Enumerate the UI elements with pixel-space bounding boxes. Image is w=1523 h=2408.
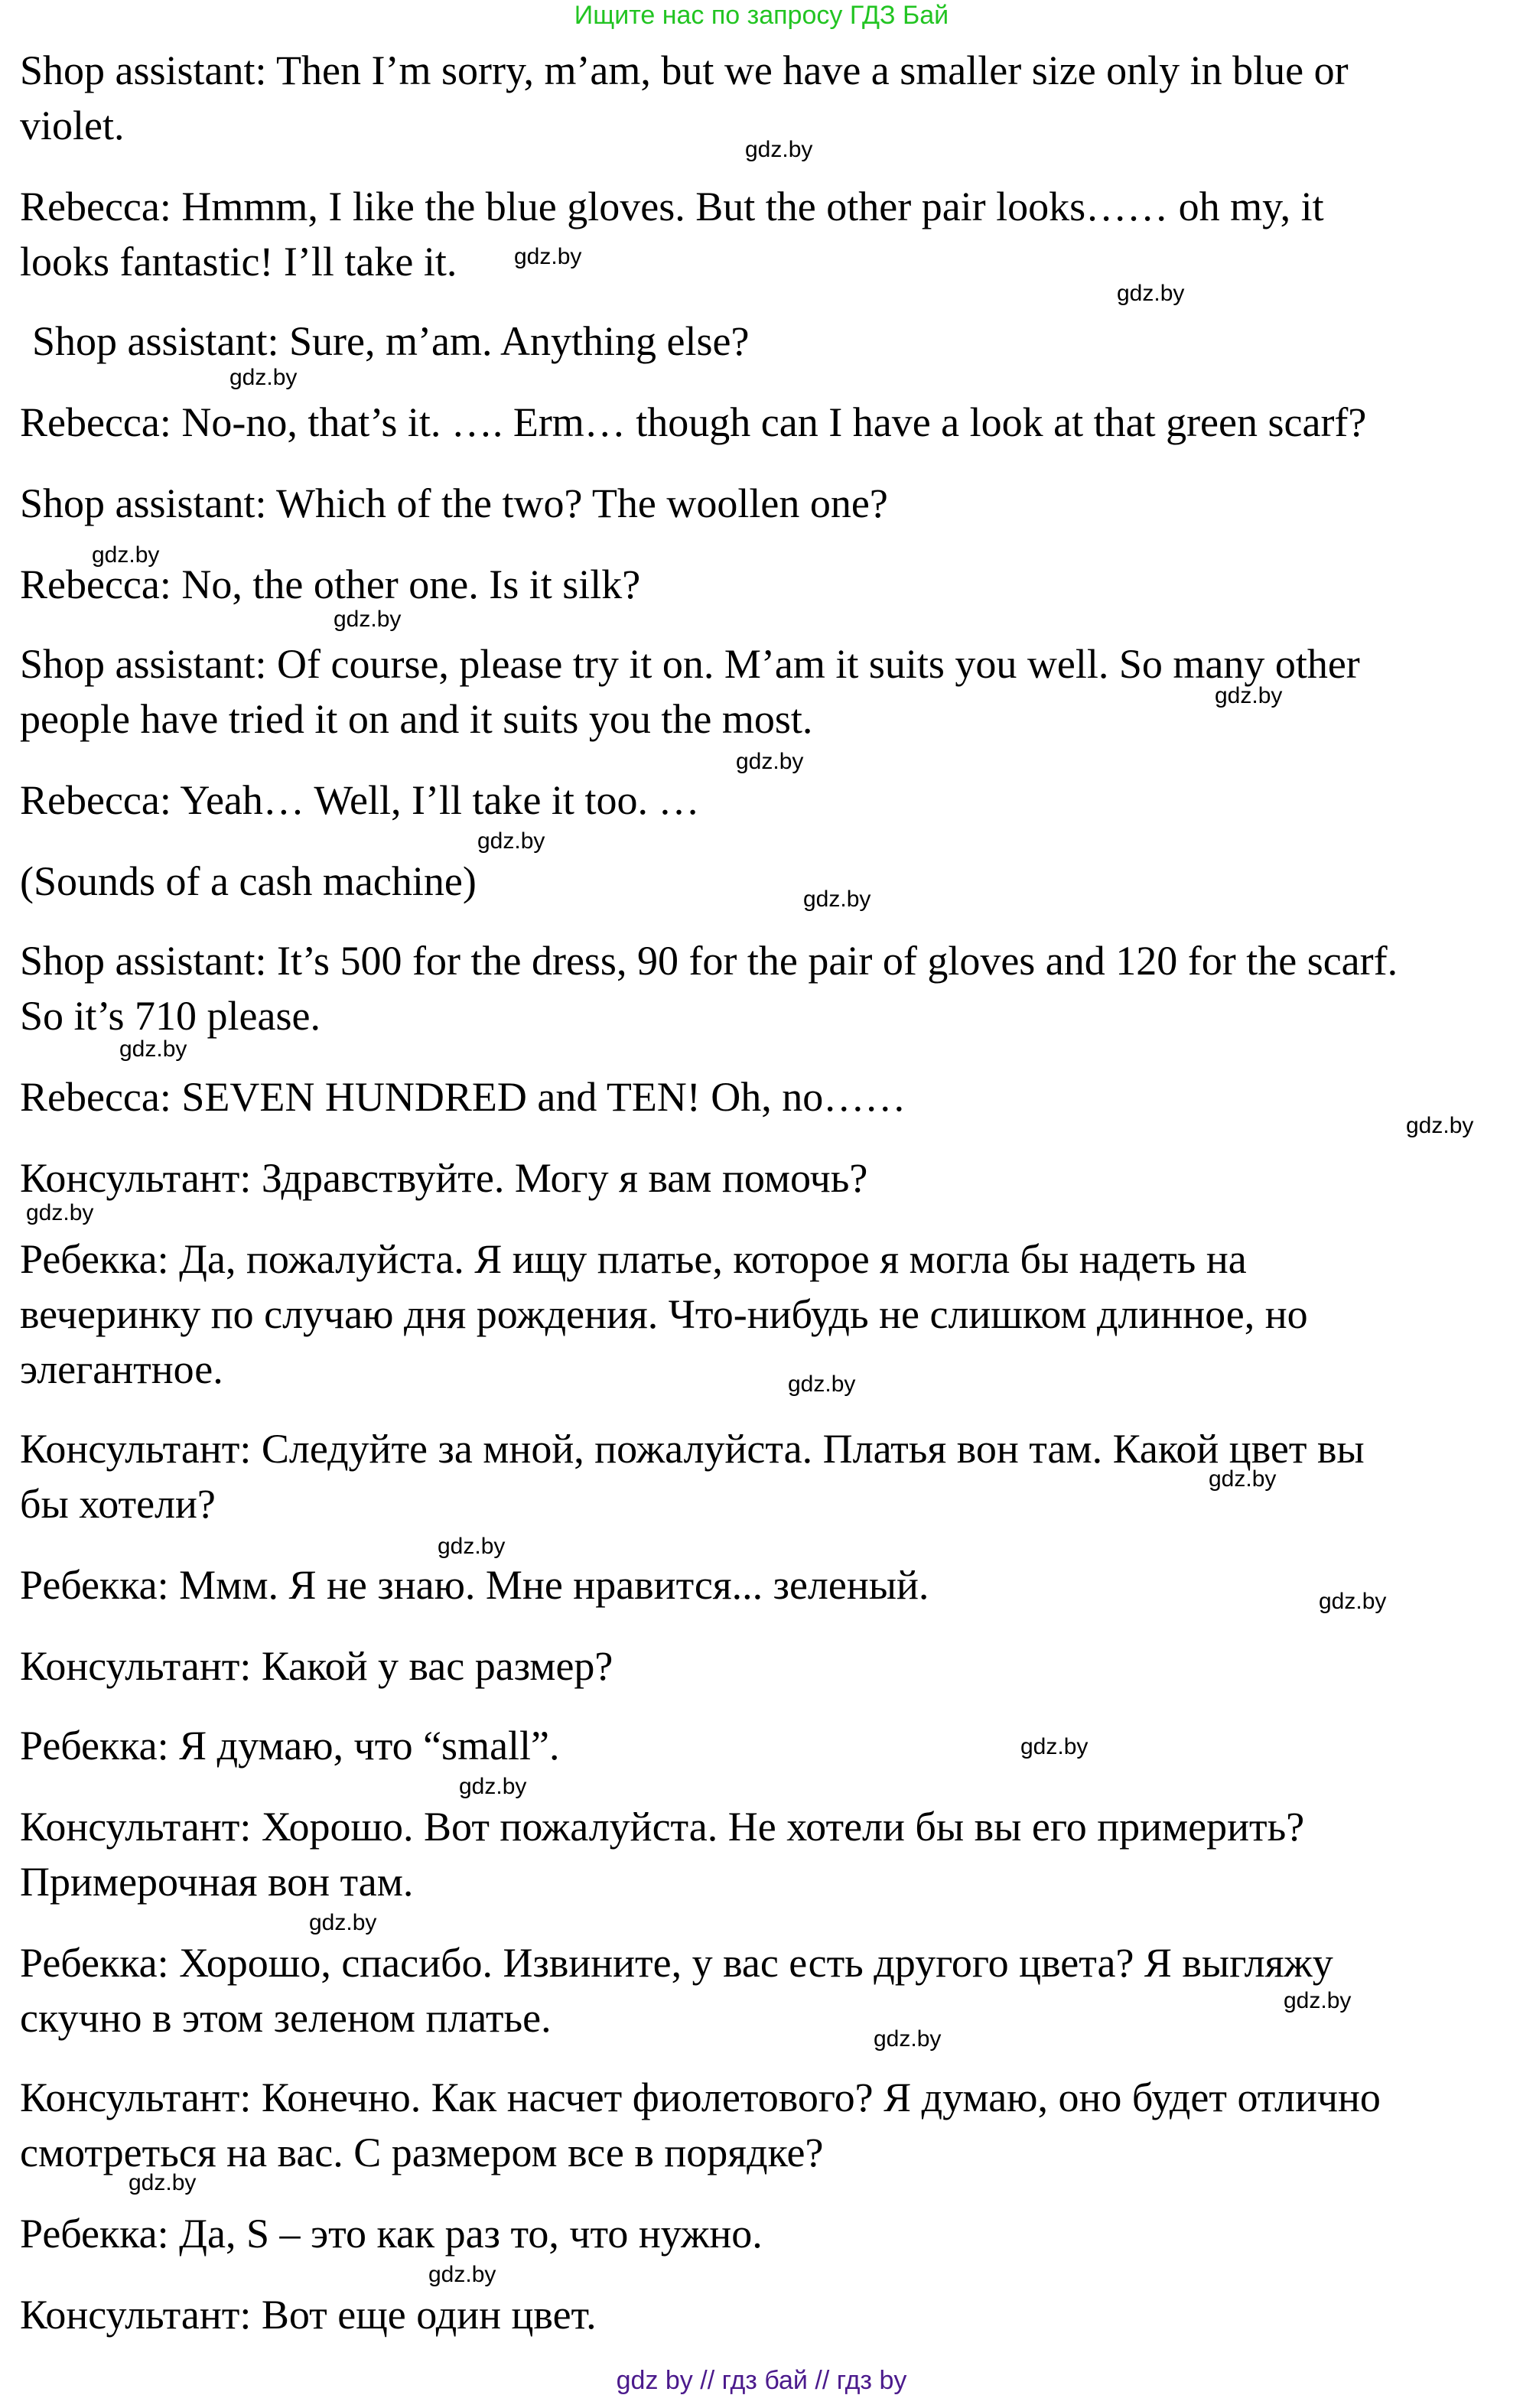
watermark: gdz.by: [745, 137, 813, 162]
dialogue-line: [20, 476, 888, 531]
dialogue-line: [20, 179, 1324, 289]
text-line: Консультант: Здравствуйте. Могу я вам помочь?: [20, 1155, 868, 1201]
text-line: Ребекка: Да, S – это как раз то, что нужно.: [20, 2211, 763, 2257]
footer-links: gdz by // гдз бай // гдз by: [616, 2366, 907, 2395]
watermark: gdz.by: [428, 2262, 496, 2287]
dialogue-line: [20, 1718, 560, 1773]
watermark: gdz.by: [788, 1372, 856, 1397]
text-line: Rebecca: No, the other one. Is it silk?: [20, 561, 641, 607]
watermark: gdz.by: [129, 2170, 197, 2195]
search-hint-banner: Ищите нас по запросу ГДЗ Бай: [574, 1, 949, 30]
watermark: gdz.by: [26, 1200, 94, 1225]
dialogue-line: [20, 933, 1398, 1043]
text-line: So it’s 710 please.: [20, 993, 321, 1039]
text-line: Консультант: Хорошо. Вот пожалуйста. Не хотели бы вы его примерить?: [20, 1804, 1305, 1850]
text-line: looks fantastic! I’ll take it.: [20, 239, 457, 285]
watermark: gdz.by: [1215, 683, 1283, 708]
dialogue-line: [20, 1638, 613, 1694]
text-line: Rebecca: SEVEN HUNDRED and TEN! Oh, no……: [20, 1074, 906, 1120]
watermark: gdz.by: [1406, 1113, 1474, 1138]
dialogue-line: [20, 1232, 1308, 1397]
dialogue-line: [20, 2070, 1381, 2180]
dialogue-line: [32, 314, 749, 369]
text-line: Rebecca: Yeah… Well, I’ll take it too. …: [20, 777, 700, 823]
dialogue-line: [20, 1557, 929, 1612]
watermark: gdz.by: [1209, 1466, 1277, 1492]
text-line: Консультант: Какой у вас размер?: [20, 1643, 613, 1689]
text-line: вечеринку по случаю дня рождения. Что-нибудь не слишком длинное, но: [20, 1291, 1308, 1337]
watermark: gdz.by: [92, 542, 160, 568]
dialogue-line: [20, 1069, 906, 1124]
text-line: скучно в этом зеленом платье.: [20, 1995, 552, 2041]
watermark: gdz.by: [477, 828, 545, 854]
watermark: gdz.by: [334, 607, 402, 632]
text-line: бы хотели?: [20, 1481, 216, 1527]
dialogue-line: [20, 854, 477, 909]
text-line: Консультант: Следуйте за мной, пожалуйста. Платья вон там. Какой цвет вы: [20, 1426, 1365, 1472]
text-line: Rebecca: Hmmm, I like the blue gloves. But the other pair looks…… oh my, it: [20, 184, 1324, 229]
watermark: gdz.by: [1117, 281, 1185, 306]
dialogue-line: [20, 1799, 1304, 1909]
watermark: gdz.by: [874, 2026, 942, 2052]
text-line: Ребекка: Я думаю, что “small”.: [20, 1723, 560, 1769]
watermark: gdz.by: [1319, 1589, 1387, 1614]
text-line: Shop assistant: Of course, please try it on. M’am it suits you well. So many other: [20, 641, 1360, 687]
text-line: Shop assistant: Which of the two? The woollen one?: [20, 480, 888, 526]
text-line: Shop assistant: Sure, m’am. Anything else?: [32, 318, 750, 364]
watermark: gdz.by: [438, 1534, 506, 1559]
dialogue-line: [20, 2287, 597, 2342]
dialogue-line: [20, 2206, 763, 2261]
text-line: Примерочная вон там.: [20, 1859, 414, 1905]
dialogue-line: [20, 395, 1366, 450]
text-line: Rebecca: No-no, that’s it. …. Erm… though can I have a look at that green scarf?: [20, 399, 1367, 445]
text-line: (Sounds of a cash machine): [20, 858, 477, 904]
dialogue-line: [20, 43, 1349, 153]
watermark: gdz.by: [119, 1036, 187, 1062]
dialogue-line: [20, 1935, 1333, 2045]
text-line: Консультант: Вот еще один цвет.: [20, 2292, 597, 2338]
text-line: people have tried it on and it suits you the most.: [20, 696, 813, 742]
text-line: Ребекка: Ммм. Я не знаю. Мне нравится... зеленый.: [20, 1562, 929, 1608]
watermark: gdz.by: [229, 365, 298, 390]
text-line: Shop assistant: Then I’m sorry, m’am, but we have a smaller size only in blue or: [20, 47, 1349, 93]
text-line: Ребекка: Да, пожалуйста. Я ищу платье, которое я могла бы надеть на: [20, 1236, 1247, 1282]
text-line: Ребекка: Хорошо, спасибо. Извините, у вас есть другого цвета? Я выгляжу: [20, 1940, 1333, 1986]
text-line: Shop assistant: It’s 500 for the dress, 90 for the pair of gloves and 120 for the scarf.: [20, 938, 1398, 984]
watermark: gdz.by: [514, 244, 582, 269]
watermark: gdz.by: [309, 1910, 377, 1935]
dialogue-line: [20, 1150, 867, 1206]
watermark: gdz.by: [736, 749, 804, 774]
watermark: gdz.by: [459, 1774, 527, 1799]
dialogue-line: [20, 1421, 1365, 1531]
text-line: violet.: [20, 103, 125, 148]
watermark: gdz.by: [803, 887, 871, 912]
text-line: смотреться на вас. С размером все в порядке?: [20, 2130, 824, 2175]
watermark: gdz.by: [1284, 1988, 1352, 2013]
text-line: элегантное.: [20, 1346, 223, 1392]
text-line: Консультант: Конечно. Как насчет фиолетового? Я думаю, оно будет отлично: [20, 2074, 1381, 2120]
dialogue-line: [20, 636, 1360, 747]
dialogue-line: [20, 773, 699, 828]
watermark: gdz.by: [1020, 1734, 1089, 1759]
